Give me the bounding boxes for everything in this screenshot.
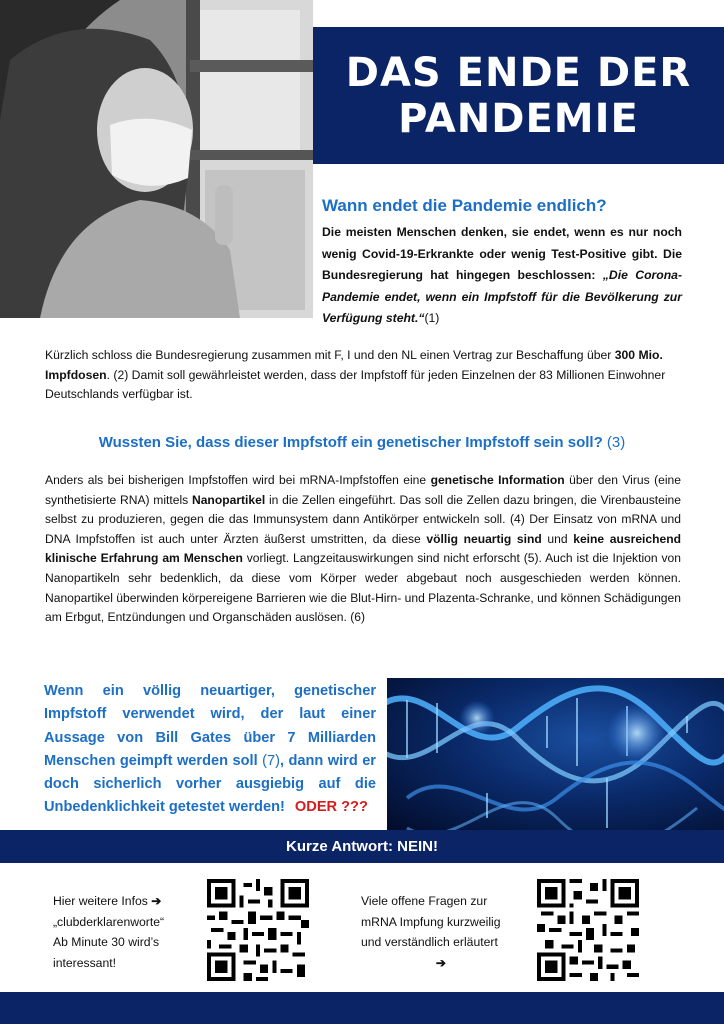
callout-text-1: Wenn ein völlig neuartiger, genetischer Impfstoff verwendet wird, der laut einer Aussage von Bill Gates über 7 Milliarden Menschen geimpft werden soll	[44, 683, 376, 769]
p1-bold: 300 Mio. Impfdosen	[45, 348, 663, 382]
section1-heading: Wann endet die Pandemie endlich?	[322, 196, 607, 215]
info-left-line2: „clubderklarenworte“	[53, 914, 165, 929]
info-left	[53, 891, 193, 973]
info-right-text: Viele offene Fragen zur mRNA Impfung kurzweilig und verständlich erläutert	[361, 894, 501, 949]
p2-b3: völlig neuartig sind	[426, 531, 542, 546]
p2-t2: über den Virus (eine synthetisierte RNA) mittels	[45, 473, 681, 507]
p1-text-c: . (2) Damit soll gewährleistet werden, dass der Impfstoff für jeden Einzelnen der 83 Millionen Einwohner Deutschlands verfügbar ist.	[45, 367, 666, 401]
header-photo-masked-girl	[0, 0, 313, 318]
qr-code-right[interactable]	[537, 879, 639, 981]
title-line-2: PANDEMIE	[398, 95, 639, 142]
section2-heading	[0, 434, 724, 451]
intro-ref: (1)	[424, 311, 440, 325]
title-banner	[313, 27, 724, 164]
qr-code-left[interactable]	[207, 879, 309, 981]
dna-illustration	[387, 678, 724, 830]
p2-t4: und	[541, 531, 574, 546]
p2-b1: genetische Information	[430, 473, 565, 487]
photo-illustration	[0, 0, 313, 318]
paragraph-vaccine-contract	[45, 346, 681, 405]
page-title	[346, 50, 691, 142]
info-right	[361, 891, 521, 973]
callout-ref: (7)	[262, 752, 280, 769]
info-left-line1: Hier weitere Infos	[53, 894, 148, 908]
title-line-1: DAS ENDE DER	[345, 49, 692, 96]
p2-t1: Anders als bei bisherigen Impfstoffen wird bei mRNA-Impfstoffen eine	[45, 473, 431, 487]
callout-red-text: ODER ???	[294, 799, 368, 816]
dna-helix-image	[387, 678, 724, 830]
intro-paragraph	[322, 222, 682, 330]
p2-t3: in die Zellen eingeführt. Das soll die Zellen dazu bringen, die Virenbausteine selbst zu produzieren, gegen die das Immunsystem dann Antikörper entwickeln soll. (4) Der Einsatz von mRNA und DNA Impfstoffen ist auch unter Ärzten äußerst umstritten, da diese	[45, 492, 681, 546]
intro-quote: „Die Corona-Pandemie endet, wenn ein Impfstoff für die Bevölkerung zur Verfügung steht.“	[322, 268, 682, 325]
p2-b4: keine ausreichend klinische Erfahrung am Menschen	[45, 531, 682, 566]
footer-bar	[0, 992, 724, 1024]
paragraph-mrna	[45, 471, 681, 628]
p1-text-a: Kürzlich schloss die Bundesregierung zusammen mit F, I und den NL einen Vertrag zur Beschaffung über	[45, 348, 615, 362]
p2-b2: Nanopartikel	[191, 492, 266, 507]
callout-question	[44, 680, 376, 820]
callout-text-2: , dann wird er doch sicherlich vorher ausgiebig auf die Unbedenklichkeit getestet werden!	[44, 752, 376, 816]
p2-t5: vorliegt. Langzeitauswirkungen sind nicht erforscht (5). Auch ist die Injektion von Nanopartikeln sehr bedenklich, da diese vom Körper weder abgebaut noch ausgeschieden werden können. Nanopartikel überwinden körpereigene Barrieren wie die Blut-Hirn- und Plazenta-Schranke, und können Schädigungen am Erbgut, Entzündungen und Organschäden auslösen. (6)	[45, 551, 681, 625]
section2-heading-text: Wussten Sie, dass dieser Impfstoff ein genetischer Impfstoff sein soll?	[98, 434, 603, 451]
intro-text: Die meisten Menschen denken, sie endet, wenn es nur noch wenig Covid-19-Erkrankte oder wenig Test-Positive gibt. Die Bundesregierung hat hingegen beschlossen:	[322, 225, 682, 282]
answer-text: Kurze Antwort: NEIN!	[286, 838, 438, 855]
info-left-line3: Ab Minute 30 wird’s interessant!	[53, 935, 160, 970]
section2-heading-ref: (3)	[606, 434, 626, 451]
answer-band	[0, 830, 724, 863]
right-arrow-icon: ➔	[151, 894, 162, 908]
right-arrow-icon: ➔	[435, 955, 447, 970]
